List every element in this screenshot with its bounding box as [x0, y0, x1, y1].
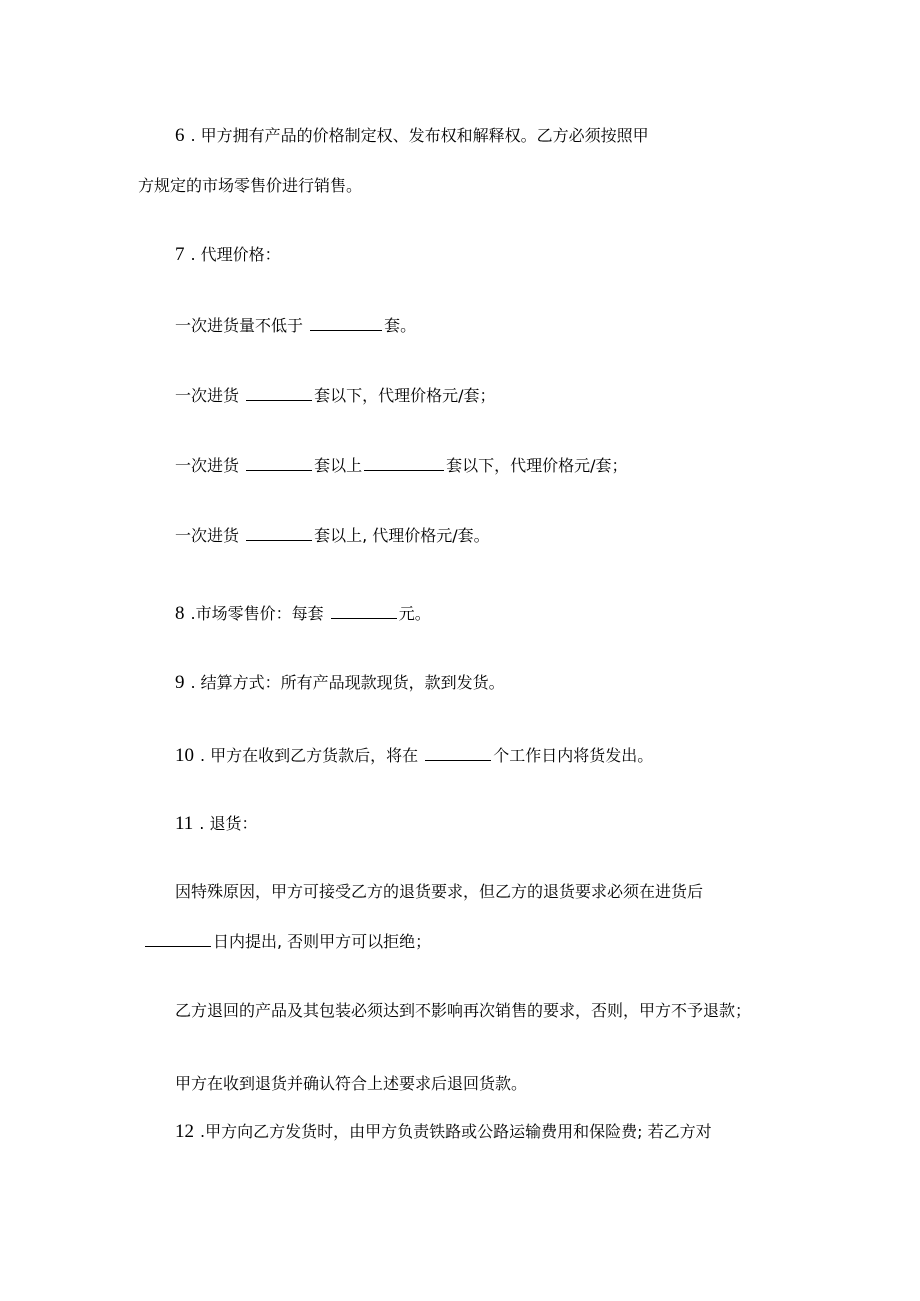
item-7-text: . 代理价格： — [190, 245, 281, 264]
blank-field — [246, 526, 312, 541]
item-11-para-1-line-2 — [145, 931, 431, 953]
item-10-text: . 甲方在收到乙方货款后，将在 — [200, 746, 419, 765]
item-8-text: .市场零售价：每套 — [190, 604, 324, 623]
item-11-para-2: 乙方退回的产品及其包装必须达到不影响再次销售的要求，否则，甲方不予退款； — [175, 1001, 752, 1020]
item-11-number: 11 — [175, 813, 194, 834]
item-7-number: 7 — [175, 244, 185, 265]
item-7-sub-2 — [175, 385, 496, 407]
item-11-text: . 退货： — [199, 814, 258, 833]
item-10-number: 10 — [175, 745, 194, 766]
item-7-sub-4 — [175, 525, 490, 547]
item-6-number: 6 — [175, 125, 185, 146]
item-7-sub-2-suffix: 套以下，代理价格元/套； — [314, 386, 496, 405]
blank-field — [246, 456, 312, 471]
item-6-text: . 甲方拥有产品的价格制定权、发布权和解释权。乙方必须按照甲 — [190, 126, 649, 145]
item-12 — [175, 1121, 712, 1143]
item-7-sub-3 — [175, 455, 628, 477]
blank-field — [246, 386, 312, 401]
item-7-sub-1-suffix: 套。 — [384, 316, 417, 335]
item-10 — [175, 745, 653, 767]
item-11-para-1-line-2-text: 日内提出, 否则甲方可以拒绝； — [213, 932, 432, 951]
item-7-sub-1-text: 一次进货量不低于 — [175, 316, 304, 335]
item-8-suffix: 元。 — [398, 604, 431, 623]
item-9-text: . 结算方式：所有产品现款现货，款到发货。 — [190, 673, 505, 692]
item-6-line-2: 方规定的市场零售价进行销售。 — [138, 176, 363, 195]
item-11-para-1-line-1: 因特殊原因，甲方可接受乙方的退货要求，但乙方的退货要求必须在进货后 — [175, 882, 704, 901]
item-11-para-3: 甲方在收到退货并确认符合上述要求后退回货款。 — [175, 1074, 528, 1093]
item-7-sub-1 — [175, 315, 416, 337]
item-10-suffix: 个工作日内将货发出。 — [493, 746, 654, 765]
item-9 — [175, 672, 505, 694]
item-7-heading — [175, 244, 281, 266]
item-7-sub-2-text: 一次进货 — [175, 386, 240, 405]
blank-field — [364, 456, 444, 471]
item-9-number: 9 — [175, 672, 185, 693]
blank-field — [145, 932, 211, 947]
item-12-number: 12 — [175, 1121, 194, 1142]
item-8 — [175, 603, 431, 625]
blank-field — [331, 604, 397, 619]
item-6-line-1 — [175, 125, 649, 147]
item-7-sub-3-text: 一次进货 — [175, 456, 240, 475]
item-7-sub-3-mid: 套以上 — [314, 456, 363, 475]
item-12-text: .甲方向乙方发货时，由甲方负责铁路或公路运输费用和保险费; 若乙方对 — [200, 1122, 712, 1141]
item-7-sub-3-suffix: 套以下，代理价格元/套； — [446, 456, 628, 475]
blank-field — [425, 746, 491, 761]
blank-field — [310, 316, 382, 331]
item-7-sub-4-suffix: 套以上, 代理价格元/套。 — [314, 526, 490, 545]
item-7-sub-4-text: 一次进货 — [175, 526, 240, 545]
item-8-number: 8 — [175, 603, 185, 624]
item-11-heading — [175, 813, 257, 835]
